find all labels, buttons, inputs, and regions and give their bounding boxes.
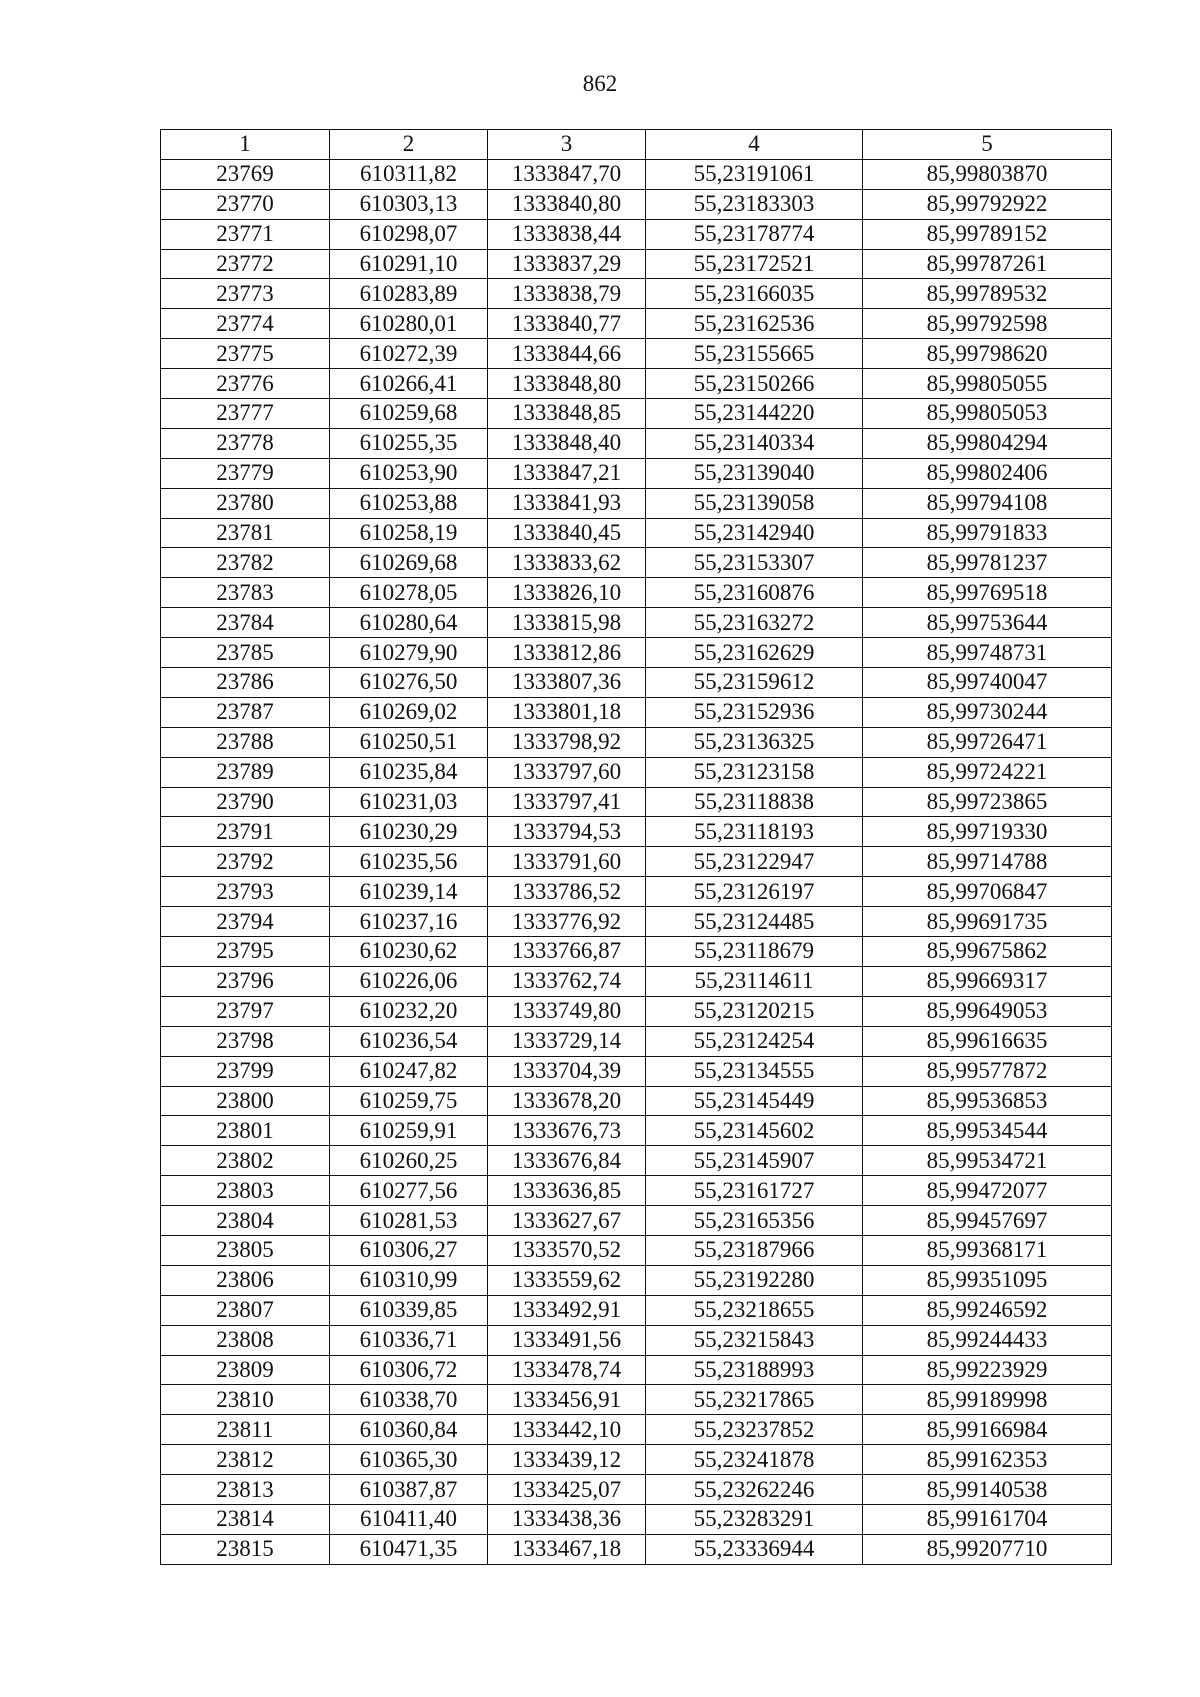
coord-x-cell: 610338,70 — [330, 1385, 488, 1415]
longitude-cell: 85,99536853 — [863, 1086, 1112, 1116]
latitude-cell: 55,23217865 — [646, 1385, 863, 1415]
latitude-cell: 55,23124254 — [646, 1026, 863, 1056]
coord-x-cell: 610279,90 — [330, 638, 488, 668]
longitude-cell: 85,99792922 — [863, 189, 1112, 219]
point-number-cell: 23812 — [161, 1445, 330, 1475]
point-number-cell: 23775 — [161, 339, 330, 369]
longitude-cell: 85,99669317 — [863, 966, 1112, 996]
longitude-cell: 85,99719330 — [863, 817, 1112, 847]
latitude-cell: 55,23160876 — [646, 578, 863, 608]
column-header-4: 4 — [646, 130, 863, 160]
coord-x-cell: 610235,56 — [330, 847, 488, 877]
longitude-cell: 85,99724221 — [863, 757, 1112, 787]
coord-x-cell: 610336,71 — [330, 1325, 488, 1355]
table-row — [161, 458, 1112, 488]
longitude-cell: 85,99166984 — [863, 1415, 1112, 1445]
table-row — [161, 1445, 1112, 1475]
table-row — [161, 309, 1112, 339]
coord-x-cell: 610311,82 — [330, 159, 488, 189]
column-header-2: 2 — [330, 130, 488, 160]
longitude-cell: 85,99161704 — [863, 1504, 1112, 1534]
coord-y-cell: 1333456,91 — [488, 1385, 646, 1415]
coord-y-cell: 1333837,29 — [488, 249, 646, 279]
longitude-cell: 85,99802406 — [863, 458, 1112, 488]
latitude-cell: 55,23183303 — [646, 189, 863, 219]
table-row — [161, 907, 1112, 937]
point-number-cell: 23779 — [161, 458, 330, 488]
latitude-cell: 55,23114611 — [646, 966, 863, 996]
latitude-cell: 55,23139058 — [646, 488, 863, 518]
coord-x-cell: 610260,25 — [330, 1146, 488, 1176]
latitude-cell: 55,23165356 — [646, 1206, 863, 1236]
table-row — [161, 189, 1112, 219]
table-row — [161, 399, 1112, 429]
coord-x-cell: 610291,10 — [330, 249, 488, 279]
table-row — [161, 1295, 1112, 1325]
latitude-cell: 55,23153307 — [646, 548, 863, 578]
point-number-cell: 23772 — [161, 249, 330, 279]
table-row — [161, 1235, 1112, 1265]
column-header-3: 3 — [488, 130, 646, 160]
coord-y-cell: 1333812,86 — [488, 638, 646, 668]
longitude-cell: 85,99534544 — [863, 1116, 1112, 1146]
coord-y-cell: 1333847,70 — [488, 159, 646, 189]
table-row — [161, 937, 1112, 967]
table-row — [161, 1146, 1112, 1176]
table-row — [161, 1325, 1112, 1355]
latitude-cell: 55,23241878 — [646, 1445, 863, 1475]
point-number-cell: 23790 — [161, 787, 330, 817]
latitude-cell: 55,23187966 — [646, 1235, 863, 1265]
table-row — [161, 1265, 1112, 1295]
longitude-cell: 85,99740047 — [863, 668, 1112, 698]
coord-y-cell: 1333491,56 — [488, 1325, 646, 1355]
coord-x-cell: 610239,14 — [330, 877, 488, 907]
point-number-cell: 23808 — [161, 1325, 330, 1355]
latitude-cell: 55,23139040 — [646, 458, 863, 488]
coord-x-cell: 610226,06 — [330, 966, 488, 996]
longitude-cell: 85,99789532 — [863, 279, 1112, 309]
point-number-cell: 23796 — [161, 966, 330, 996]
coord-x-cell: 610360,84 — [330, 1415, 488, 1445]
latitude-cell: 55,23237852 — [646, 1415, 863, 1445]
coord-y-cell: 1333838,79 — [488, 279, 646, 309]
point-number-cell: 23803 — [161, 1176, 330, 1206]
coord-x-cell: 610411,40 — [330, 1504, 488, 1534]
coord-y-cell: 1333766,87 — [488, 937, 646, 967]
coord-y-cell: 1333439,12 — [488, 1445, 646, 1475]
latitude-cell: 55,23118838 — [646, 787, 863, 817]
latitude-cell: 55,23145907 — [646, 1146, 863, 1176]
coord-y-cell: 1333559,62 — [488, 1265, 646, 1295]
latitude-cell: 55,23150266 — [646, 369, 863, 399]
latitude-cell: 55,23166035 — [646, 279, 863, 309]
table-row — [161, 1475, 1112, 1505]
coord-y-cell: 1333838,44 — [488, 219, 646, 249]
longitude-cell: 85,99140538 — [863, 1475, 1112, 1505]
point-number-cell: 23795 — [161, 937, 330, 967]
point-number-cell: 23783 — [161, 578, 330, 608]
coord-y-cell: 1333786,52 — [488, 877, 646, 907]
point-number-cell: 23813 — [161, 1475, 330, 1505]
longitude-cell: 85,99803870 — [863, 159, 1112, 189]
point-number-cell: 23811 — [161, 1415, 330, 1445]
longitude-cell: 85,99794108 — [863, 488, 1112, 518]
coord-y-cell: 1333848,85 — [488, 399, 646, 429]
coord-x-cell: 610303,13 — [330, 189, 488, 219]
latitude-cell: 55,23215843 — [646, 1325, 863, 1355]
coord-y-cell: 1333833,62 — [488, 548, 646, 578]
table-row — [161, 966, 1112, 996]
longitude-cell: 85,99726471 — [863, 727, 1112, 757]
latitude-cell: 55,23126197 — [646, 877, 863, 907]
coord-x-cell: 610281,53 — [330, 1206, 488, 1236]
coord-x-cell: 610230,62 — [330, 937, 488, 967]
point-number-cell: 23769 — [161, 159, 330, 189]
point-number-cell: 23809 — [161, 1355, 330, 1385]
coord-y-cell: 1333442,10 — [488, 1415, 646, 1445]
point-number-cell: 23782 — [161, 548, 330, 578]
table-row — [161, 877, 1112, 907]
coord-x-cell: 610247,82 — [330, 1056, 488, 1086]
table-row — [161, 668, 1112, 698]
coord-x-cell: 610259,91 — [330, 1116, 488, 1146]
coord-x-cell: 610269,02 — [330, 697, 488, 727]
coord-x-cell: 610237,16 — [330, 907, 488, 937]
table-header-row — [161, 130, 1112, 160]
coord-y-cell: 1333776,92 — [488, 907, 646, 937]
coord-y-cell: 1333627,67 — [488, 1206, 646, 1236]
table-row — [161, 1026, 1112, 1056]
latitude-cell: 55,23163272 — [646, 608, 863, 638]
latitude-cell: 55,23161727 — [646, 1176, 863, 1206]
point-number-cell: 23789 — [161, 757, 330, 787]
coord-y-cell: 1333847,21 — [488, 458, 646, 488]
coord-y-cell: 1333840,77 — [488, 309, 646, 339]
point-number-cell: 23792 — [161, 847, 330, 877]
coord-x-cell: 610310,99 — [330, 1265, 488, 1295]
longitude-cell: 85,99804294 — [863, 428, 1112, 458]
coord-y-cell: 1333844,66 — [488, 339, 646, 369]
coord-x-cell: 610276,50 — [330, 668, 488, 698]
latitude-cell: 55,23218655 — [646, 1295, 863, 1325]
point-number-cell: 23777 — [161, 399, 330, 429]
latitude-cell: 55,23123158 — [646, 757, 863, 787]
table-row — [161, 638, 1112, 668]
coord-y-cell: 1333801,18 — [488, 697, 646, 727]
coord-y-cell: 1333762,74 — [488, 966, 646, 996]
coord-x-cell: 610280,64 — [330, 608, 488, 638]
point-number-cell: 23788 — [161, 727, 330, 757]
longitude-cell: 85,99769518 — [863, 578, 1112, 608]
point-number-cell: 23770 — [161, 189, 330, 219]
coord-y-cell: 1333676,73 — [488, 1116, 646, 1146]
point-number-cell: 23774 — [161, 309, 330, 339]
point-number-cell: 23773 — [161, 279, 330, 309]
coord-y-cell: 1333729,14 — [488, 1026, 646, 1056]
coord-y-cell: 1333794,53 — [488, 817, 646, 847]
point-number-cell: 23794 — [161, 907, 330, 937]
coord-y-cell: 1333467,18 — [488, 1534, 646, 1564]
table-row — [161, 1385, 1112, 1415]
longitude-cell: 85,99577872 — [863, 1056, 1112, 1086]
coord-y-cell: 1333826,10 — [488, 578, 646, 608]
coord-y-cell: 1333676,84 — [488, 1146, 646, 1176]
table-body — [161, 159, 1112, 1564]
table-row — [161, 339, 1112, 369]
coord-y-cell: 1333791,60 — [488, 847, 646, 877]
latitude-cell: 55,23136325 — [646, 727, 863, 757]
longitude-cell: 85,99189998 — [863, 1385, 1112, 1415]
table-row — [161, 1534, 1112, 1564]
table-row — [161, 548, 1112, 578]
coord-x-cell: 610272,39 — [330, 339, 488, 369]
point-number-cell: 23810 — [161, 1385, 330, 1415]
point-number-cell: 23778 — [161, 428, 330, 458]
coord-y-cell: 1333704,39 — [488, 1056, 646, 1086]
point-number-cell: 23800 — [161, 1086, 330, 1116]
coord-y-cell: 1333815,98 — [488, 608, 646, 638]
longitude-cell: 85,99798620 — [863, 339, 1112, 369]
table-row — [161, 1206, 1112, 1236]
latitude-cell: 55,23188993 — [646, 1355, 863, 1385]
column-header-5: 5 — [863, 130, 1112, 160]
table-row — [161, 697, 1112, 727]
table-row — [161, 847, 1112, 877]
coord-y-cell: 1333570,52 — [488, 1235, 646, 1265]
coord-y-cell: 1333797,60 — [488, 757, 646, 787]
longitude-cell: 85,99472077 — [863, 1176, 1112, 1206]
table-row — [161, 279, 1112, 309]
latitude-cell: 55,23145449 — [646, 1086, 863, 1116]
latitude-cell: 55,23122947 — [646, 847, 863, 877]
point-number-cell: 23802 — [161, 1146, 330, 1176]
table-row — [161, 787, 1112, 817]
table-row — [161, 817, 1112, 847]
latitude-cell: 55,23283291 — [646, 1504, 863, 1534]
longitude-cell: 85,99781237 — [863, 548, 1112, 578]
table-row — [161, 518, 1112, 548]
coord-x-cell: 610230,29 — [330, 817, 488, 847]
coord-y-cell: 1333848,40 — [488, 428, 646, 458]
point-number-cell: 23815 — [161, 1534, 330, 1564]
longitude-cell: 85,99706847 — [863, 877, 1112, 907]
table-row — [161, 608, 1112, 638]
coord-x-cell: 610266,41 — [330, 369, 488, 399]
coord-y-cell: 1333797,41 — [488, 787, 646, 817]
point-number-cell: 23814 — [161, 1504, 330, 1534]
point-number-cell: 23791 — [161, 817, 330, 847]
point-number-cell: 23797 — [161, 996, 330, 1026]
longitude-cell: 85,99714788 — [863, 847, 1112, 877]
coord-y-cell: 1333840,45 — [488, 518, 646, 548]
column-header-1: 1 — [161, 130, 330, 160]
latitude-cell: 55,23134555 — [646, 1056, 863, 1086]
coord-x-cell: 610365,30 — [330, 1445, 488, 1475]
coord-x-cell: 610280,01 — [330, 309, 488, 339]
point-number-cell: 23787 — [161, 697, 330, 727]
table-row — [161, 727, 1112, 757]
latitude-cell: 55,23140334 — [646, 428, 863, 458]
coord-x-cell: 610258,19 — [330, 518, 488, 548]
longitude-cell: 85,99244433 — [863, 1325, 1112, 1355]
longitude-cell: 85,99730244 — [863, 697, 1112, 727]
longitude-cell: 85,99723865 — [863, 787, 1112, 817]
latitude-cell: 55,23152936 — [646, 697, 863, 727]
point-number-cell: 23784 — [161, 608, 330, 638]
table-row — [161, 1504, 1112, 1534]
coord-x-cell: 610471,35 — [330, 1534, 488, 1564]
point-number-cell: 23786 — [161, 668, 330, 698]
coord-x-cell: 610269,68 — [330, 548, 488, 578]
table-row — [161, 1116, 1112, 1146]
table-row — [161, 159, 1112, 189]
coord-y-cell: 1333425,07 — [488, 1475, 646, 1505]
table-row — [161, 1355, 1112, 1385]
table-row — [161, 996, 1112, 1026]
table-row — [161, 1086, 1112, 1116]
longitude-cell: 85,99246592 — [863, 1295, 1112, 1325]
coord-x-cell: 610277,56 — [330, 1176, 488, 1206]
coord-x-cell: 610253,88 — [330, 488, 488, 518]
coord-x-cell: 610236,54 — [330, 1026, 488, 1056]
coord-x-cell: 610387,87 — [330, 1475, 488, 1505]
point-number-cell: 23781 — [161, 518, 330, 548]
table-row — [161, 1176, 1112, 1206]
point-number-cell: 23805 — [161, 1235, 330, 1265]
latitude-cell: 55,23336944 — [646, 1534, 863, 1564]
coord-x-cell: 610298,07 — [330, 219, 488, 249]
coord-y-cell: 1333636,85 — [488, 1176, 646, 1206]
latitude-cell: 55,23192280 — [646, 1265, 863, 1295]
table-row — [161, 219, 1112, 249]
coord-x-cell: 610339,85 — [330, 1295, 488, 1325]
coord-y-cell: 1333841,93 — [488, 488, 646, 518]
point-number-cell: 23785 — [161, 638, 330, 668]
latitude-cell: 55,23162629 — [646, 638, 863, 668]
table-row — [161, 1415, 1112, 1445]
longitude-cell: 85,99805055 — [863, 369, 1112, 399]
longitude-cell: 85,99162353 — [863, 1445, 1112, 1475]
longitude-cell: 85,99649053 — [863, 996, 1112, 1026]
coord-y-cell: 1333798,92 — [488, 727, 646, 757]
latitude-cell: 55,23155665 — [646, 339, 863, 369]
coord-x-cell: 610250,51 — [330, 727, 488, 757]
point-number-cell: 23780 — [161, 488, 330, 518]
point-number-cell: 23804 — [161, 1206, 330, 1236]
longitude-cell: 85,99789152 — [863, 219, 1112, 249]
longitude-cell: 85,99534721 — [863, 1146, 1112, 1176]
longitude-cell: 85,99787261 — [863, 249, 1112, 279]
coord-x-cell: 610283,89 — [330, 279, 488, 309]
table-row — [161, 249, 1112, 279]
table-row — [161, 1056, 1112, 1086]
coord-x-cell: 610278,05 — [330, 578, 488, 608]
longitude-cell: 85,99675862 — [863, 937, 1112, 967]
coord-x-cell: 610253,90 — [330, 458, 488, 488]
latitude-cell: 55,23162536 — [646, 309, 863, 339]
longitude-cell: 85,99748731 — [863, 638, 1112, 668]
coord-x-cell: 610255,35 — [330, 428, 488, 458]
latitude-cell: 55,23144220 — [646, 399, 863, 429]
coord-x-cell: 610235,84 — [330, 757, 488, 787]
longitude-cell: 85,99805053 — [863, 399, 1112, 429]
longitude-cell: 85,99207710 — [863, 1534, 1112, 1564]
longitude-cell: 85,99691735 — [863, 907, 1112, 937]
point-number-cell: 23799 — [161, 1056, 330, 1086]
coord-x-cell: 610232,20 — [330, 996, 488, 1026]
coord-x-cell: 610231,03 — [330, 787, 488, 817]
coord-y-cell: 1333840,80 — [488, 189, 646, 219]
longitude-cell: 85,99616635 — [863, 1026, 1112, 1056]
coord-y-cell: 1333478,74 — [488, 1355, 646, 1385]
coord-x-cell: 610259,75 — [330, 1086, 488, 1116]
coord-x-cell: 610306,72 — [330, 1355, 488, 1385]
longitude-cell: 85,99457697 — [863, 1206, 1112, 1236]
coord-y-cell: 1333807,36 — [488, 668, 646, 698]
point-number-cell: 23793 — [161, 877, 330, 907]
longitude-cell: 85,99368171 — [863, 1235, 1112, 1265]
table-row — [161, 488, 1112, 518]
longitude-cell: 85,99792598 — [863, 309, 1112, 339]
latitude-cell: 55,23142940 — [646, 518, 863, 548]
point-number-cell: 23807 — [161, 1295, 330, 1325]
point-number-cell: 23801 — [161, 1116, 330, 1146]
latitude-cell: 55,23191061 — [646, 159, 863, 189]
coord-y-cell: 1333749,80 — [488, 996, 646, 1026]
latitude-cell: 55,23159612 — [646, 668, 863, 698]
latitude-cell: 55,23124485 — [646, 907, 863, 937]
latitude-cell: 55,23118679 — [646, 937, 863, 967]
page-number: 862 — [582, 71, 618, 96]
latitude-cell: 55,23178774 — [646, 219, 863, 249]
coord-x-cell: 610306,27 — [330, 1235, 488, 1265]
coordinates-table — [160, 129, 1112, 1565]
latitude-cell: 55,23172521 — [646, 249, 863, 279]
table-row — [161, 369, 1112, 399]
coord-y-cell: 1333438,36 — [488, 1504, 646, 1534]
coord-x-cell: 610259,68 — [330, 399, 488, 429]
latitude-cell: 55,23262246 — [646, 1475, 863, 1505]
table-row — [161, 428, 1112, 458]
longitude-cell: 85,99753644 — [863, 608, 1112, 638]
latitude-cell: 55,23145602 — [646, 1116, 863, 1146]
point-number-cell: 23798 — [161, 1026, 330, 1056]
longitude-cell: 85,99223929 — [863, 1355, 1112, 1385]
longitude-cell: 85,99791833 — [863, 518, 1112, 548]
point-number-cell: 23771 — [161, 219, 330, 249]
latitude-cell: 55,23120215 — [646, 996, 863, 1026]
longitude-cell: 85,99351095 — [863, 1265, 1112, 1295]
latitude-cell: 55,23118193 — [646, 817, 863, 847]
coord-y-cell: 1333678,20 — [488, 1086, 646, 1116]
point-number-cell: 23806 — [161, 1265, 330, 1295]
table-row — [161, 578, 1112, 608]
coord-y-cell: 1333492,91 — [488, 1295, 646, 1325]
coord-y-cell: 1333848,80 — [488, 369, 646, 399]
table-row — [161, 757, 1112, 787]
point-number-cell: 23776 — [161, 369, 330, 399]
